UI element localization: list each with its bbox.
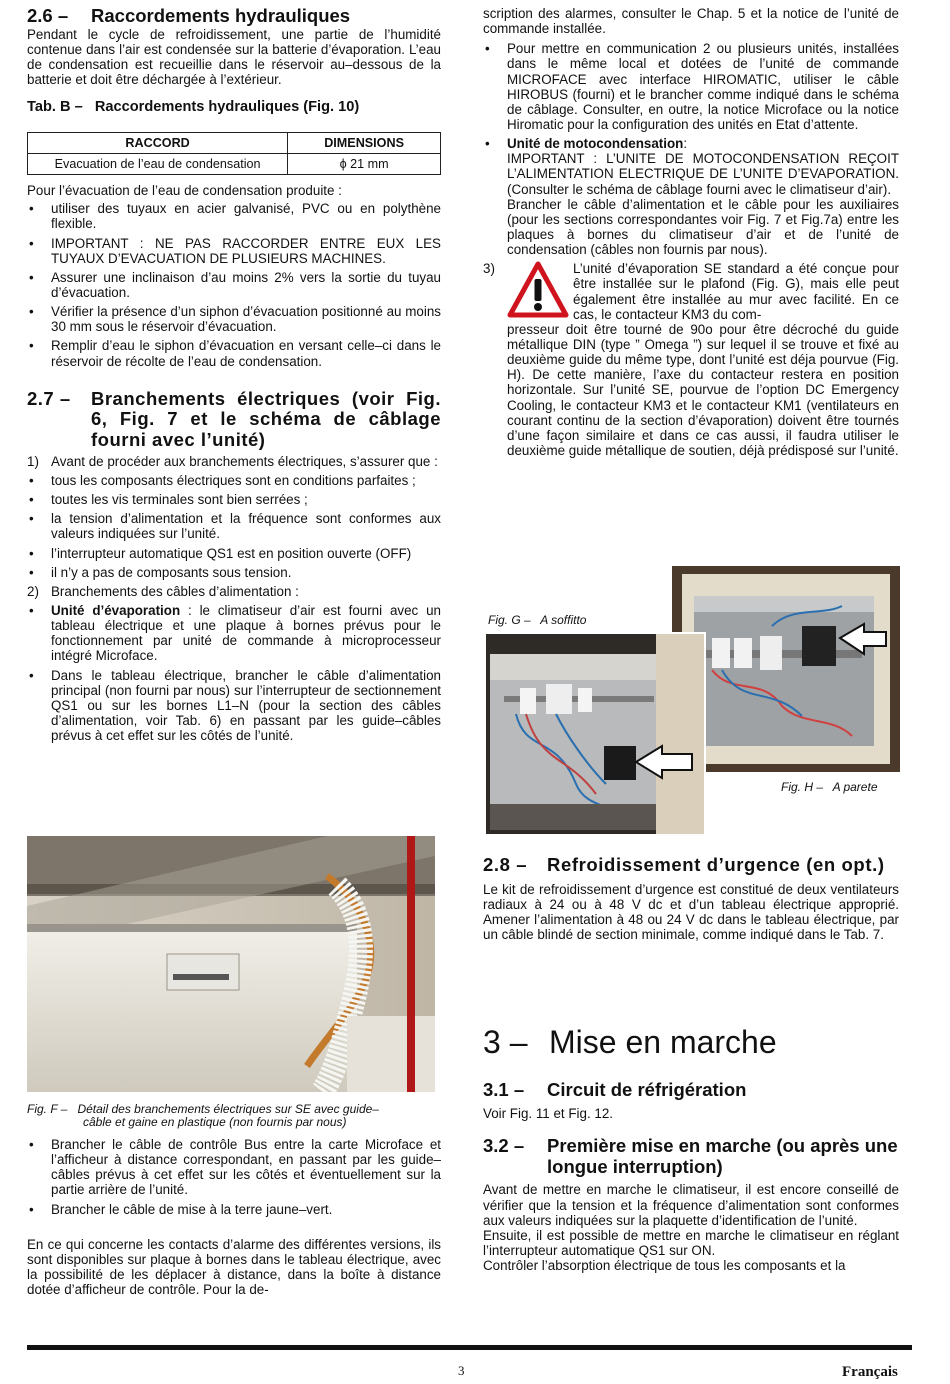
figure-g-photo	[484, 632, 706, 836]
caption-line: câble et gaine en plastique (non fournis par nous)	[83, 1115, 347, 1130]
bold-term: Unité de motocondensation	[507, 136, 684, 152]
section-3-2-heading	[483, 1136, 899, 1177]
s32-paragraph: Ensuite, il est possible de mettre en marche le climatiseur en réglant l’interrupteur automatique QS1 sur ON.	[483, 1227, 899, 1259]
s32-paragraph: Avant de mettre en marche le climatiseur, il est encore conseillé de vérifier que la tension et la fréquence d’alimentation sont conformes aux valeurs indiquées sur la plaquette d’identification de l’unité.	[483, 1182, 899, 1228]
s26-after-table: Pour l’évacuation de l’eau de condensation produite :	[27, 183, 342, 199]
section-title: Première mise en marche (ou après une longue interruption)	[547, 1135, 898, 1177]
s27-power-list	[27, 603, 441, 743]
ceiling-unit-photo	[486, 634, 704, 834]
step-number: 3)	[483, 261, 495, 277]
table-header: RACCORD	[28, 132, 288, 153]
cable-gland-photo	[27, 836, 435, 1092]
right-bullet-list	[483, 41, 899, 257]
step-text: Avant de procéder aux branchements électriques, s’assurer que :	[51, 453, 438, 469]
section-title: Raccordements hydrauliques	[91, 5, 351, 26]
list-item: • il n’y a pas de composants sous tension.	[27, 565, 441, 580]
list-item: • Brancher le câble de contrôle Bus entre la carte Microface et l’afficheur à distance correspondant, en passant par les guide–câbles prévus à cet effet sur les côtés et éventuellement sur la partie arrière de l’unité.	[27, 1137, 441, 1198]
section-title: Refroidissement d’urgence (en opt.)	[547, 854, 885, 875]
wall-unit-photo	[672, 566, 900, 772]
table-b	[27, 132, 441, 175]
step-3-tail: presseur doit être tourné de 90o pour être décroché du guide métallique DIN (type ” Omega ”) sur lequel il se trouve et fixé au deuxième guide du même type, dont l’unité est déja pourvue (Fig. H). De cette manière, l’axe du contacteur restera en position horizontale. Sur l’unité SE, pourvue de l’option DC Emergency Cooling, le contacteur KM3 et le contacteur KM1 (ventilateurs en courant continu de la section d’évaporation) doivent être tournés d’une façon similaire et dans ce cas aussi, il faudra utiliser le deuxième guide métallique de soutien, déjà prédisposé sur l’unité.	[507, 321, 899, 458]
list-item: • Assurer une inclinaison d’au moins 2% vers la sortie du tuyau d’évacuation.	[27, 270, 441, 300]
alarm-contacts-text: En ce qui concerne les contacts d’alarme des différentes versions, ils sont disponibles sur plaque à bornes dans le tableau électrique, avec la possibilité de les déplacer à distance, dans la boîte à distance dotée d’afficheur de contrôle. Pour la de-	[27, 1236, 441, 1298]
list-item: • utiliser des tuyaux en acier galvanisé, PVC ou en polythène flexible.	[27, 201, 441, 231]
section-3-1-heading	[483, 1080, 899, 1101]
list-item: • toutes les vis terminales sont bien serrées ;	[27, 492, 441, 507]
chapter-title: Mise en marche	[549, 1024, 777, 1060]
moto-important: IMPORTANT : L’UNITE DE MOTOCONDENSATION REÇOIT L’ALIMENTATION ELECTRIQUE DE L’UNITE D’EVAPORATION. (Consulter le schéma de câblage fourni avec le climatiseur d’air).	[507, 151, 899, 197]
step-2	[27, 584, 441, 599]
page-number: 3	[458, 1363, 465, 1378]
s26-intro: Pendant le cycle de refroidissement, une partie de l’humidité contenue dans l’air est condensée sur la batterie d’évaporation. L’eau de condensation est recueillie dans le réservoir au–dessous de la batterie et doit être déchargée à l’extérieur.	[27, 26, 441, 88]
warning-triangle-icon	[507, 261, 569, 319]
table-cell: Evacuation de l’eau de condensation	[28, 153, 288, 174]
chapter-3	[483, 1024, 899, 1273]
step-1	[27, 454, 441, 469]
language-label: Français	[842, 1364, 898, 1380]
figure-h-photo	[672, 566, 900, 772]
bold-term: Unité d’évaporation	[51, 603, 181, 619]
list-item	[27, 603, 441, 664]
section-number: 3.2 –	[483, 1135, 525, 1157]
step-3	[483, 261, 899, 322]
list-item: • la tension d’alimentation et la fréquence sont conformes aux valeurs indiquées sur l’unité.	[27, 511, 441, 541]
list-item: • Pour mettre en communication 2 ou plusieurs unités, installées dans le même local et dotées de l’unité de commande MICROFACE avec interface HIROMATIC, utiliser le câble HIROBUS (fourni) et le brancher comme indiqué dans le schéma de câblage. Consulter, en outre, la notice Microface ou la notice Hiromatic pour la configuration des unités en Etat d’attente.	[483, 41, 899, 132]
figure-h-caption: Fig. H – A parete	[781, 780, 878, 794]
footer-rule	[27, 1345, 912, 1350]
s28-text: Le kit de refroidissement d’urgence est constitué de deux ventilateurs radiaux à 24 ou à 48 V dc et d’un tableau électrique approprié. Amener l’alimentation à 48 ou 24 V dc dans le tableau électrique, par un câble blindé de section minimale, comme indiqué dans le Tab. 7.	[483, 881, 899, 943]
left-bottom-block	[27, 1137, 441, 1297]
table-cell: ϕ 21 mm	[288, 153, 441, 174]
section-2-8-heading	[483, 855, 899, 876]
right-column	[483, 6, 899, 458]
section-number: 2.7 –	[27, 387, 71, 409]
list-item: • Dans le tableau électrique, brancher le câble d’alimentation principal (non fourni par nous) sur l’interrupteur de sectionnement QS1 ou sur les bornes L1–N (pour la section des câbles d’alimentation, voir Tab. 6) en passant par les guide–câbles prévus à cet effet sur les côtés de l’unité.	[27, 668, 441, 744]
figure-f-photo	[27, 836, 435, 1092]
figure-f-caption	[27, 1103, 441, 1130]
step-text: Branchements des câbles d’alimentation :	[51, 583, 299, 599]
left-column	[27, 6, 441, 743]
section-number: 2.8 –	[483, 854, 528, 875]
item-text: : le climatiseur d’air est fourni avec un tableau électrique et une plaque à bornes prévus pour le fonctionnement par unité de commande à microprocesseur intégré Microface.	[51, 603, 441, 664]
s31-text: Voir Fig. 11 et Fig. 12.	[483, 1105, 614, 1121]
moto-instructions: Brancher le câble d’alimentation et le câble pour les auxiliaires (pour les sections correspondantes voir Fig. 7 et Fig.7a) entre les plaques à bornes du climatiseur d’air et de l’unité de condensation (câbles non fournis par nous).	[507, 196, 899, 258]
list-item: • Vérifier la présence d’un siphon d’évacuation positionné au moins 30 mm sous le réservoir d’évacuation.	[27, 304, 441, 334]
s26-bullet-list	[27, 201, 441, 368]
s27-bus-list	[27, 1137, 441, 1217]
section-number: 3.1 –	[483, 1079, 525, 1101]
section-title: Circuit de réfrigération	[547, 1079, 747, 1101]
list-item	[483, 136, 899, 257]
step-number: 1)	[27, 453, 39, 469]
chapter-number: 3 –	[483, 1024, 528, 1060]
step-number: 2)	[27, 583, 39, 599]
list-item: • l’interrupteur automatique QS1 est en position ouverte (OFF)	[27, 546, 441, 561]
s32-paragraph: Contrôler l’absorption électrique de tous les composants et la	[483, 1258, 846, 1274]
list-item: • Remplir d’eau le siphon d’évacuation en versant celle–ci dans le réservoir de récolte de l’eau de condensation.	[27, 338, 441, 368]
caption-line: Fig. F – Détail des branchements électriques sur SE avec guide–	[27, 1102, 379, 1116]
right-lower-block	[483, 855, 899, 942]
table-b-caption: Tab. B – Raccordements hydrauliques (Fig. 10)	[27, 99, 360, 116]
list-item: • tous les composants électriques sont en conditions parfaites ;	[27, 473, 441, 488]
list-item: • IMPORTANT : NE PAS RACCORDER ENTRE EUX LES TUYAUX D’EVACUATION DE PLUSIEURS MACHINES.	[27, 236, 441, 266]
figure-g-caption: Fig. G – A soffitto	[488, 613, 587, 627]
section-2-7-heading	[27, 389, 441, 451]
s27-checklist	[27, 473, 441, 580]
table-header: DIMENSIONS	[288, 132, 441, 153]
section-title: Branchements électriques (voir Fig. 6, Fig. 7 et le schéma de câblage fourni avec l’unité)	[91, 387, 441, 451]
colon: :	[683, 136, 688, 152]
section-number: 2.6 –	[27, 5, 69, 26]
list-item: • Brancher le câble de mise à la terre jaune–vert.	[27, 1202, 441, 1217]
section-2-6-heading	[27, 6, 441, 27]
chapter-3-heading	[483, 1024, 899, 1060]
step-3-head: L’unité d’évaporation SE standard a été conçue pour être installée sur le plafond (Fig. G), mais elle peut également être installée au mur avec facilité. En ce cas, le contacteur KM3 du com-	[573, 261, 899, 322]
alarm-description-cont: scription des alarmes, consulter le Chap. 5 et la notice de l’unité de commande installée.	[483, 6, 899, 37]
